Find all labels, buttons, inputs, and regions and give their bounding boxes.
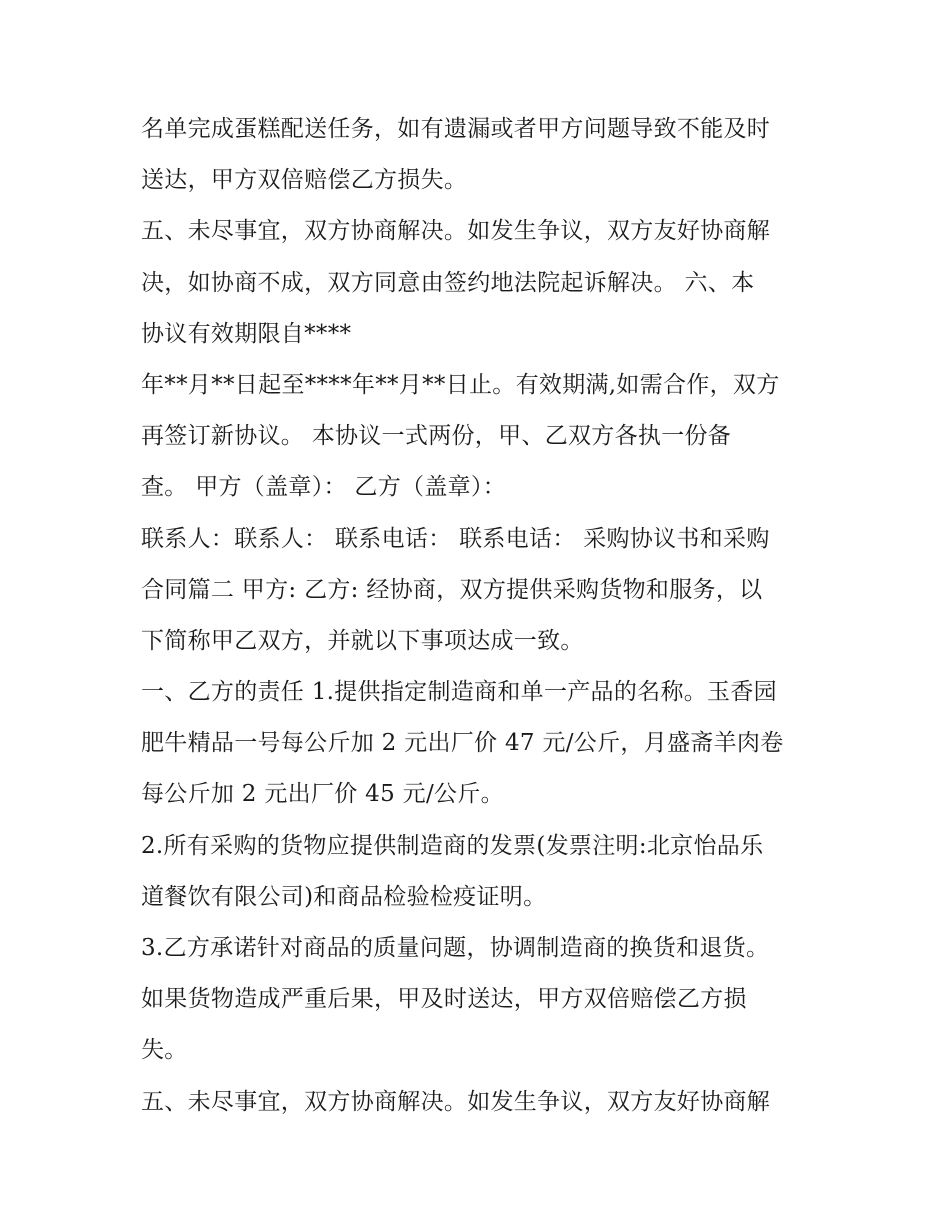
text-line-12: 一、乙方的责任 1.提供指定制造商和单一产品的名称。玉香园 <box>141 679 777 706</box>
text-line-1: 名单完成蛋糕配送任务，如有遗漏或者甲方问题导致不能及时 <box>141 116 771 142</box>
text-line-17: 3.乙方承诺针对商品的质量问题，协调制造商的换货和退货。 <box>141 935 770 961</box>
text-line-15: 2.所有采购的货物应提供制造商的发票(发票注明:北京怡品乐 <box>141 832 764 859</box>
text-line-4: 决，如协商不成，双方同意由签约地法院起诉解决。 六、本 <box>141 269 755 296</box>
text-line-18: 如果货物造成严重后果，甲及时送达，甲方双倍赔偿乙方损 <box>141 986 747 1013</box>
text-line-2: 送达，甲方双倍赔偿乙方损失。 <box>141 167 468 194</box>
text-line-3: 五、未尽事宜，双方协商解决。如发生争议，双方友好协商解 <box>141 218 771 245</box>
text-line-19: 失。 <box>141 1037 188 1064</box>
text-line-10: 合同篇二 甲方: 乙方: 经协商，双方提供采购货物和服务，以 <box>141 576 763 603</box>
text-line-16: 道餐饮有限公司)和商品检验检疫证明。 <box>141 883 547 910</box>
document-body <box>141 104 831 1128</box>
text-line-11: 下简称甲乙双方，并就以下事项达成一致。 <box>141 627 584 654</box>
text-line-14: 每公斤加 2 元出厂价 45 元/公斤。 <box>141 781 504 808</box>
text-line-7: 再签订新协议。 本协议一式两份，甲、乙双方各执一份备 <box>141 423 732 450</box>
text-line-9: 联系人：联系人： 联系电话： 联系电话： 采购协议书和采购 <box>141 525 770 552</box>
text-line-6: 年**月**日起至****年**月**日止。有效期满,如需合作，双方 <box>141 371 780 398</box>
text-line-13: 肥牛精品一号每公斤加 2 元出厂价 47 元/公斤，月盛斋羊肉卷 <box>141 730 784 757</box>
text-line-5: 协议有效期限自**** <box>141 320 352 347</box>
text-line-8: 查。 甲方（盖章）： 乙方（盖章）： <box>141 474 507 501</box>
text-line-20: 五、未尽事宜，双方协商解决。如发生争议，双方友好协商解 <box>141 1088 771 1115</box>
